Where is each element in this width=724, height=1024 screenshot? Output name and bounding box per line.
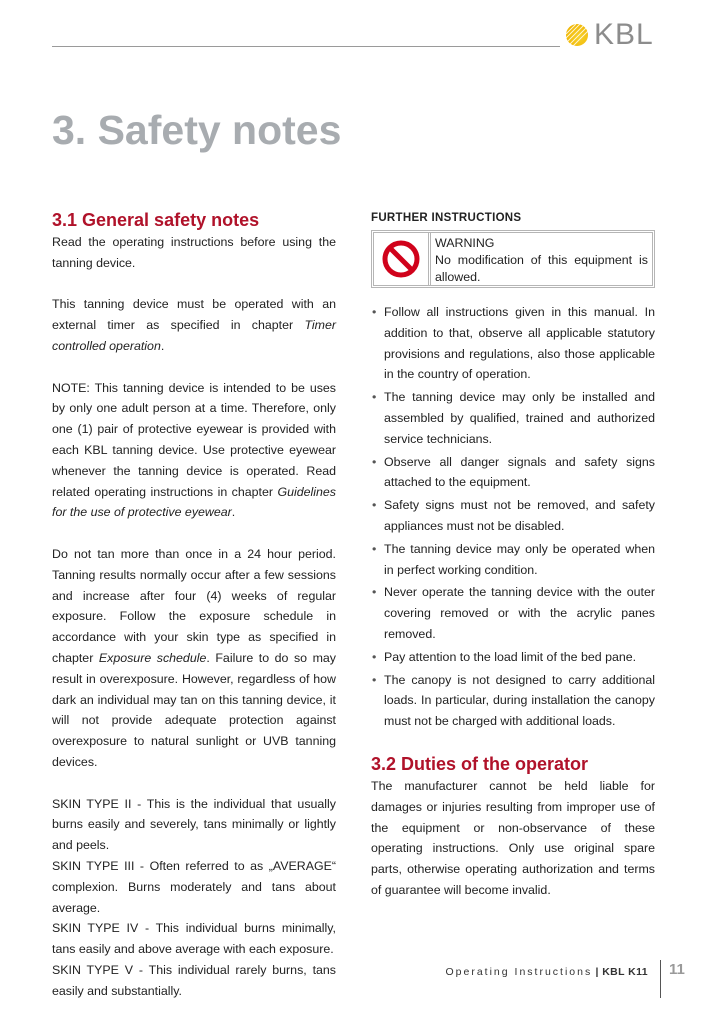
list-item: • The canopy is not designed to carry additional loads. In particular, during installation the canopy must not be charged with additional loads. [371, 670, 655, 732]
warning-icon-cell [374, 233, 431, 285]
list-item: • Never operate the tanning device with the outer covering removed or with the acrylic panes removed. [371, 582, 655, 644]
footer-separator: | [592, 966, 603, 978]
kbl-logo [564, 20, 654, 50]
paragraph-operator-duties: The manufacturer cannot be held liable for damages or injuries resulting from improper use of the equipment or non-observance of these operating instructions. Only use original spare parts, otherwise operating authorization and terms of guarantee will become invalid. [371, 778, 655, 897]
warning-box [371, 230, 655, 288]
left-column [52, 208, 336, 1001]
sun-logo-icon [564, 22, 590, 48]
text: Do not tan more than once in a 24 hour period. Tanning results normally occur after a few sessions and increase after four (4) weeks of regular exposure. Follow the exposure schedule in accordance with your skin type as specified in chapter [52, 546, 336, 665]
text: . [160, 338, 165, 353]
page-footer [445, 960, 712, 996]
logo-text: KBL [594, 18, 654, 51]
footer-doc-label: Operating Instructions [445, 966, 593, 978]
footer-divider [660, 960, 661, 998]
paragraph-tanning-frequency [52, 544, 336, 773]
skin-type-3: SKIN TYPE III - Often referred to as „AVERAGE“ complexion. Burns moderately and tans about average. [52, 858, 336, 915]
list-item: • Observe all danger signals and safety signs attached to the equipment. [371, 452, 655, 494]
header-rule [52, 46, 560, 47]
skin-type-4: SKIN TYPE IV - This individual burns minimally, tans easily and above average with each exposure. [52, 921, 336, 957]
paragraph-note-eyewear [52, 378, 336, 524]
list-item: • Pay attention to the load limit of the bed pane. [371, 647, 655, 668]
footer-model: KBL K11 [602, 966, 648, 978]
skin-type-2: SKIN TYPE II - This is the individual that usually burns easily and severely, tans minimally or lightly and peels. [52, 796, 336, 853]
right-column [371, 208, 655, 901]
section-title-general-safety: 3.1 General safety notes [52, 210, 260, 230]
list-item: • The tanning device may only be installed and assembled by qualified, trained and authorized service technicians. [371, 387, 655, 449]
instruction-list [371, 302, 655, 732]
list-item: • Safety signs must not be removed, and safety appliances must not be disabled. [371, 495, 655, 537]
text: . Failure to do so may result in overexposure. However, regardless of how dark an individual may tan on this tanning device, it will not provide adequate protection against overexposure to natural sunlight or UVB tanning devices. [52, 650, 337, 769]
page-title: 3. Safety notes [52, 107, 342, 153]
skin-type-5: SKIN TYPE V - This individual rarely burns, tans easily and substantially. [52, 962, 336, 998]
prohibition-icon [381, 239, 421, 279]
further-instructions-heading: FURTHER INSTRUCTIONS [371, 212, 522, 224]
paragraph-external-timer [52, 294, 336, 356]
text: . [231, 505, 236, 520]
chapter-reference: Exposure schedule [98, 650, 207, 665]
warning-text: No modification of this equipment is allowed. [435, 253, 648, 284]
warning-label: WARNING [435, 236, 495, 250]
page-number: 11 [669, 961, 685, 978]
footer-label [446, 966, 649, 978]
list-item: • Follow all instructions given in this manual. In addition to that, observe all applicable statutory provisions and regulations, also those applicable in the country of operation. [371, 302, 655, 385]
chapter-reference: Guidelines for the use of protective eyewear [52, 484, 336, 520]
paragraph-read-instructions: Read the operating instructions before using the tanning device. [52, 235, 336, 270]
chapter-reference: Timer controlled operation [52, 318, 336, 353]
text: NOTE: This tanning device is intended to be uses by only one adult person at a time. Therefore, only one (1) pair of protective eyewear is provided with each KBL tanning device. Use protective eyewear whenever the tanning device is operated. Read related operating instructions in chapter [52, 380, 336, 499]
list-item: • The tanning device may only be operated when in perfect working condition. [371, 539, 655, 581]
section-title-duties-operator: 3.2 Duties of the operator [371, 753, 589, 774]
text: This tanning device must be operated with an external timer as specified in chapter [52, 297, 336, 333]
warning-text-cell [431, 233, 652, 285]
